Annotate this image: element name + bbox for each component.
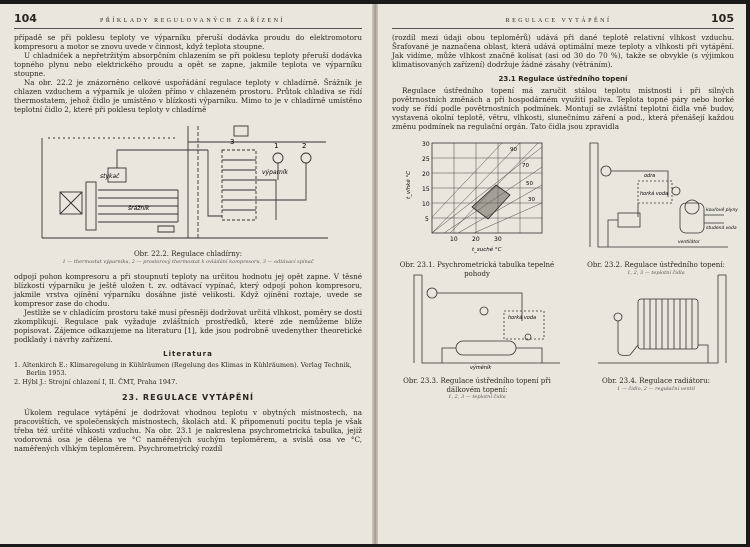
label-studena-voda: studená voda — [706, 226, 737, 231]
figure-22-2-legend: 1 — thermostat výparníku, 2 — prostorový thermostat k ovládání kompresoru, 3 — odtávací spínač — [62, 258, 314, 265]
psychrometric-chart — [392, 137, 562, 255]
figure-23-3-caption: Obr. 23.3. Regulace ústředního topení při dálkovém topení: — [403, 377, 551, 394]
y-tick-20: 20 — [422, 171, 430, 178]
label-vyparnik: výparník — [262, 169, 288, 176]
reference-list — [14, 361, 362, 387]
y-tick-5: 5 — [425, 216, 429, 223]
figure-grid — [392, 137, 738, 400]
subsection-heading: 23.1 Regulace ústředního topení — [498, 75, 628, 83]
x-tick-10: 10 — [450, 236, 458, 243]
rh-label-50: 50 — [526, 181, 533, 187]
right-page-number: 105 — [711, 12, 734, 25]
figure-23-3 — [392, 271, 562, 401]
label-one: 1 — [274, 142, 279, 150]
figure-23-4-caption: Obr. 23.4. Regulace radiátoru: — [601, 377, 711, 385]
figure-23-2-legend: 1, 2, 3 — teplotní čidla — [627, 269, 685, 276]
reference-1: 1. Altenkirch E.: Klimaregelung in Kühlräumen (Regelung des Klimas in Kühlräumen). Verlag Technik, Berlin 1953. — [14, 360, 352, 377]
rh-label-90: 90 — [510, 147, 517, 153]
label-horka-voda-2: horká voda — [508, 315, 537, 321]
district-heating-diagram — [392, 271, 562, 371]
rh-label-70: 70 — [522, 163, 529, 169]
x-axis-label: t_suché °C — [472, 247, 502, 253]
radiator-diagram — [578, 271, 734, 371]
left-paragraph-4: odpojí pohon kompresoru a při stoupnutí teploty na určitou hodnotu jej opět zapne. V těsné blízkosti výparníku je ještě uložen t. zv. odtávací vypínač, který odpojí pohon kompresoru, jakmile vrstva ojínění výparníku dosáhne jisté velikosti. Když ojínění roztaje, uvede se kompresor zase do chodu. — [14, 271, 362, 308]
label-two: 2 — [302, 142, 307, 150]
label-stykac: stykač — [100, 173, 120, 180]
left-page — [0, 4, 376, 544]
literature-heading: Literatura — [163, 349, 213, 358]
x-tick-30: 30 — [494, 236, 502, 243]
central-heating-diagram — [578, 137, 738, 255]
right-paragraph-1: (rozdíl mezi údaji obou teploměrů) udává při dané teplotě relativní vlhkost vzduchu. Šrafované je naznačena oblast, která udává optimální meze teploty a vlhkosti při vytápění. Jak vidíme, může vlhkost značně kolísat (asi od 30 do 70 %), takže se obvykle (s výjimkou klimatisovaných zařízení) dodržuje žádné zásahy (větráním). — [392, 33, 734, 69]
label-sraznik: šrážník — [128, 205, 150, 212]
label-ventilator: ventilátor — [678, 240, 700, 245]
figure-23-2 — [578, 137, 738, 277]
label-three: 3 — [230, 138, 235, 146]
left-paragraph-1: případě se při poklesu teploty ve výparníku přeruší dodávka proudu do elektromotoru kompresoru a motor se znovu uvede v činnost, když teplota stoupne. — [14, 33, 362, 51]
left-header — [14, 12, 362, 29]
section-heading: 23. REGULACE VYTÁPĚNÍ — [121, 393, 255, 402]
figure-22-2-diagram — [38, 120, 338, 248]
figure-23-2-caption: Obr. 23.2. Regulace ústředního topení: — [587, 261, 725, 269]
y-tick-30: 30 — [422, 141, 430, 148]
left-running-head: PŘÍKLADY REGULOVANÝCH ZAŘÍZENÍ — [99, 18, 285, 24]
right-header — [392, 12, 734, 29]
y-tick-25: 25 — [422, 156, 430, 163]
figure-23-1 — [392, 137, 562, 278]
right-running-head: REGULACE VYTÁPĚNÍ — [505, 18, 612, 24]
left-paragraph-2: U chladniček a nepřetržitým absorpčním chlazením se při poklesu teploty přeruší dodávka topného plynu nebo elektrického proudu a opět se zapne, jakmile teplota ve výparníku stoupne. — [14, 51, 362, 78]
figure-23-3-legend: 1, 2, 3 — teplotní čidla — [448, 394, 506, 400]
reference-2: 2. Hýbl J.: Strojní chlazení I, II. ČMT, Praha 1947. — [14, 377, 178, 386]
x-tick-20: 20 — [472, 236, 480, 243]
figure-23-1-caption: Obr. 23.1. Psychrometrická tabulka tepelné pohody — [399, 261, 555, 278]
y-tick-15: 15 — [422, 186, 430, 193]
left-paragraph-3: Na obr. 22.2 je znázorněno celkové uspořádání regulace teploty v chladírně. Šrážník je chlazen vzduchem a výparník je uložen přímo v chlazeném prostoru. Průtok chladiva se řídí thermostatem, jehož čidlo je umístěno v blízkosti výparníku. Mimo to je v chladírně umístěno teplotní čidlo 2, které při poklesu teploty v chladírně — [14, 78, 362, 114]
left-page-number: 104 — [14, 12, 37, 25]
rh-label-30: 30 — [528, 197, 535, 203]
figure-22-2-caption: Obr. 22.2. Regulace chladírny: — [133, 250, 243, 258]
label-odra: odra — [644, 173, 656, 179]
left-paragraph-6: Úkolem regulace vytápění je dodržovat vhodnou teplotu v obytných místnostech, na pracovištích, ve společenských místnostech, školách atd. K připomenutí pocitu tepla je však třeba též určité vlhkosti vzduchu. Na obr. 23.1 je nakreslena psychrometrická tabulka, jejíž vodorovná osa je dělena ve °C naměřených suchým teploměrem, a svislá osa ve °C, naměřených vlhkým teploměrem. Psychrometrický rozdíl — [14, 408, 362, 453]
left-paragraph-5: Jestliže se v chladícím prostoru také musí přesněji dodržovat určitá vlhkost, poměry se dosti zkomplikují. Regulace pak vyžaduje zvláštních prostředků, které zde nemůžeme blíže popisovat. Zájemce odkazujeme na literaturu [1], kde jsou podrobně uvedenyther theoretické podklady i návrhy zařízení. — [14, 307, 362, 344]
y-tick-10: 10 — [422, 201, 430, 208]
figure-23-4 — [578, 271, 734, 393]
right-paragraph-2: Regulace ústředního topení má zaručit stálou teplotu místnosti i při silných povětrnostních změnách a při hospodárném využití paliva. Teplota topné páry nebo horké vody se řídí podle povětrnostních podmínek. Montují se zvláštní teplotní čidla vně budov, vystavená okolní teplotě, větru, vlhkosti, slunečnímu záření a pod., která přenášejí každou změnu podmínek na regulační orgán. Tato čidla jsou zpravidla — [392, 86, 734, 131]
label-kourove-plyny: kouřové plyny — [706, 208, 738, 213]
label-vymenik: výměník — [470, 365, 492, 371]
figure-23-4-legend: 1 — čidlo, 2 — regulační ventil — [617, 385, 695, 392]
label-horka-voda: horká voda — [640, 191, 669, 197]
right-page — [378, 4, 746, 544]
y-axis-label: t_vlhké °C — [406, 170, 412, 199]
